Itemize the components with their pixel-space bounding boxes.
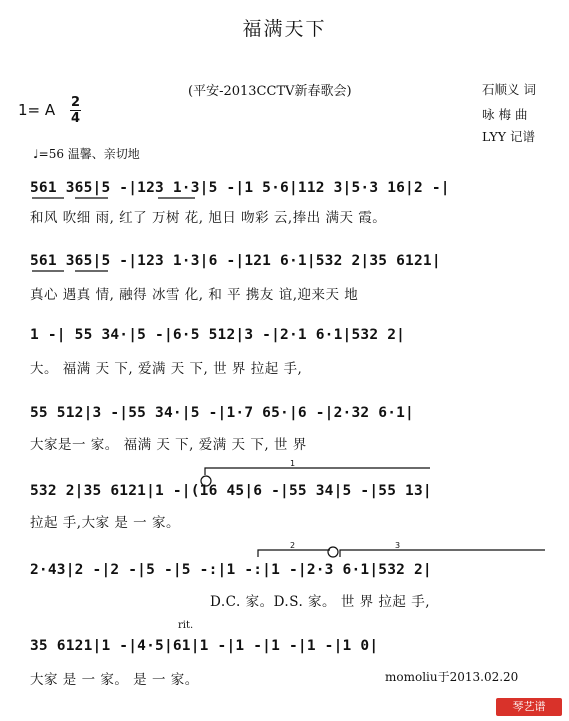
notation-line-7: 35 6121|1 -|4·5|61|1 -|1 -|1 -|1 -|1 0| <box>30 638 379 654</box>
meter-bottom: 4 <box>70 111 81 126</box>
lyrics-line-3: 大。 福满 天 下, 爱满 天 下, 世 界 拉起 手, <box>30 361 303 377</box>
lyrics-line-2: 真心 遇真 情, 融得 冰雪 化, 和 平 携友 谊,迎来天 地 <box>30 287 359 303</box>
volta-number: 1 <box>290 459 296 468</box>
notation-line-1: 561 365|5 -|123 1·3|5 -|1 5·6|112 3|5·3 16|2 -| <box>30 180 450 196</box>
signature: momoliu于2013.02.20 <box>385 670 519 684</box>
notation-line-4: 55 512|3 -|55 34·|5 -|1·7 65·|6 -|2·32 6·1| <box>30 405 414 421</box>
coda-sign <box>201 476 211 486</box>
volta-bracket-2 <box>258 550 330 557</box>
volta-bracket-1 <box>205 468 430 475</box>
ritardando-mark: rit. <box>178 620 194 631</box>
volta-bracket-3 <box>340 550 545 557</box>
lyrics-line-4: 大家是一 家。 福满 天 下, 爱满 天 下, 世 界 <box>30 437 307 453</box>
score-title: 福满天下 <box>242 18 327 40</box>
notation-line-5: 532 2|35 6121|1 -|(16 45|6 -|55 34|5 -|55 13| <box>30 483 432 499</box>
lyrics-line-7: 大家 是 一 家。 是 一 家。 <box>30 672 199 688</box>
volta-number: 2 <box>290 541 296 550</box>
transcriber-credit: LYY 记谱 <box>482 129 535 144</box>
score-subtitle: (平安-2013CCTV新春歌会) <box>188 84 352 99</box>
key-signature: 1= A <box>18 101 56 119</box>
tempo-marking: ♩=56 温馨、亲切地 <box>33 147 140 161</box>
notation-line-6: 2·43|2 -|2 -|5 -|5 -:|1 -:|1 -|2·3 6·1|532 2| <box>30 562 432 578</box>
notation-line-3: 1 -| 55 34·|5 -|6·5 512|3 -|2·1 6·1|532 2| <box>30 327 406 343</box>
composer-credit: 咏 梅 曲 <box>482 107 528 122</box>
notation-line-2: 561 365|5 -|123 1·3|6 -|121 6·1|532 2|35 6121| <box>30 253 441 269</box>
meter-top: 2 <box>70 95 81 110</box>
volta-number: 3 <box>395 541 401 550</box>
lyricist-credit: 石顺义 词 <box>482 82 536 97</box>
coda-sign <box>328 547 338 557</box>
lyrics-line-5: 拉起 手,大家 是 一 家。 <box>30 515 180 531</box>
lyrics-line-6: D.C. 家。D.S. 家。 世 界 拉起 手, <box>210 594 431 610</box>
lyrics-line-1: 和风 吹细 雨, 红了 万树 花, 旭日 吻彩 云,捧出 满天 霞。 <box>30 210 387 226</box>
site-logo: 琴艺谱 <box>496 698 562 716</box>
